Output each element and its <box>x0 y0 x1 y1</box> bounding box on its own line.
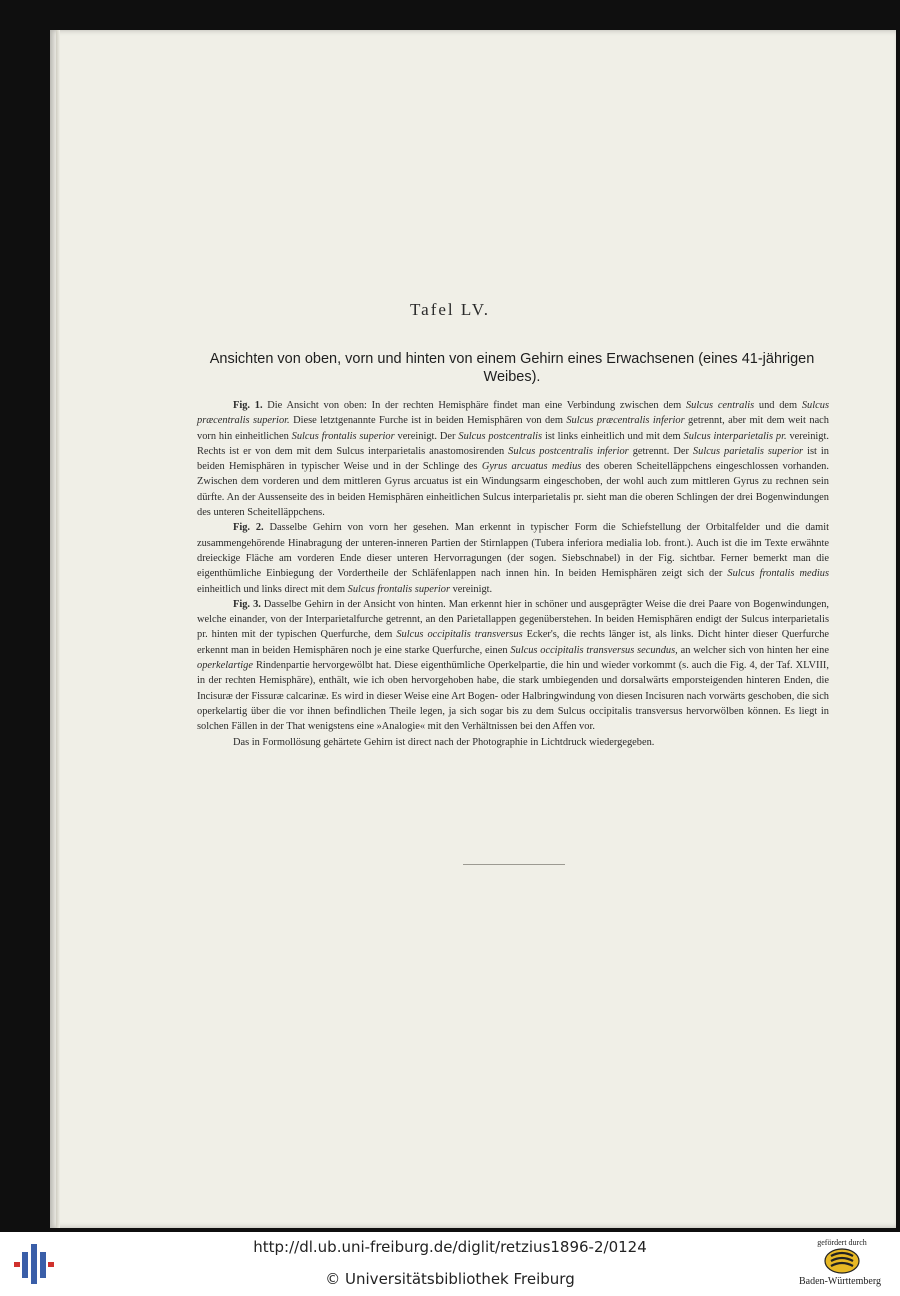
plate-title: Tafel LV. <box>409 300 491 319</box>
anatomical-term: Sulcus frontalis superior <box>347 583 451 595</box>
paragraph-fig-1 <box>197 398 829 520</box>
text-run: vereinigt. Der <box>394 430 459 442</box>
text-run: des oberen Scheitelläppchens eingeschlossen vorhanden. Zwischen dem vorderen und dem mittleren Gyrus arcuatus ist ein Windungsarm eingeschoben, der wohl auch zum mittleren Gyrus zu rechnen sein dürfte. An der Aussenseite des in beiden Hemisphären einheitlichen Sulcus interparietalis pr. sieht man die oberen Schlingen der drei Bogenwindungen des unteren Scheitelläppchens. <box>197 461 829 519</box>
text-run: ist links einheitlich und mit dem <box>542 430 684 442</box>
text-run: getrennt. Der <box>628 445 693 457</box>
figure-label: Fig. 1. <box>233 400 263 411</box>
text-run: Ecker's, die rechts länger ist, als links. Dicht hinter dieser Querfurche erkennt man in beiden Hemisphären noch je eine starke Querfurche, einen <box>197 629 829 656</box>
anatomical-term: operkelartige <box>197 660 253 672</box>
text-run: vereinigt. <box>450 583 493 595</box>
anatomical-term: Sulcus præcentralis superior. <box>197 400 829 427</box>
anatomical-term: Sulcus interparietalis pr. <box>683 430 787 442</box>
copyright-text: © Universitätsbibliothek Freiburg <box>325 1270 575 1288</box>
anatomical-term: Gyrus arcuatus medius <box>481 461 582 473</box>
text-run: Dasselbe Gehirn von vorn her gesehen. Man erkennt in typischer Form die Schiefstellung der Orbitalfelder und die damit zusammengehörende Hinabragung der unteren-inneren Partien der Stirnlappen (Tubera inferiora medialia lob. front.). Auch ist die im Texte erwähnte dreieckige Fläche am vorderen Ende dieser unteren Hervorragungen (der sogen. Siebschnabel) in der Fig. sichtbar. Ferner bemerkt man die eigenthümliche Einbiegung der Vordertheile der Schläfenlappen nach innen hin. In beiden Hemisphären zeigt sich der <box>197 522 830 580</box>
plate-description <box>197 398 829 750</box>
paragraph-fig-2 <box>197 520 829 596</box>
permalink-url[interactable]: http://dl.ub.uni-freiburg.de/diglit/retzius1896-2/0124 <box>253 1238 647 1256</box>
divider-rule <box>463 864 565 865</box>
anatomical-term: Sulcus frontalis medius <box>727 568 829 580</box>
anatomical-term: Sulcus occipitalis transversus <box>396 629 523 641</box>
figure-label: Fig. 2. <box>233 522 264 534</box>
paragraph-note <box>197 735 829 750</box>
text-run: Das in Formollösung gehärtete Gehirn ist direct nach der Photographie in Lichtdruck wiedergegeben. <box>233 736 655 748</box>
footer-bar <box>0 1232 900 1296</box>
text-run: einheitlich und links direct mit dem <box>197 583 348 595</box>
text-run: an welcher sich von hinten her eine <box>677 644 829 656</box>
text-run: Diese letztgenannte Furche ist in beiden Hemisphären von dem <box>289 415 567 427</box>
page-edge <box>56 30 60 1228</box>
anatomical-term: Sulcus præcentralis inferior <box>566 415 685 427</box>
sponsor-label: gefördert durch <box>817 1238 867 1247</box>
plate-heading: Ansichten von oben, vorn und hinten von einem Gehirn eines Erwachsenen (eines 41-jährigen Weibes). <box>209 351 815 385</box>
text-run: getrennt, aber mit dem weit nach vorn hin einheitlichen <box>197 415 829 442</box>
text-run: ist in beiden Hemisphären in typischer Weise und in der Schlinge des <box>197 445 829 473</box>
anatomical-term: Sulcus occipitalis transversus secundus, <box>510 644 678 656</box>
text-run: Die Ansicht von oben: In der rechten Hemisphäre findet man eine Verbindung zwischen dem <box>262 400 686 411</box>
paragraph-fig-3 <box>197 597 829 735</box>
anatomical-term: Sulcus centralis <box>685 400 755 411</box>
text-run: Dasselbe Gehirn in der Ansicht von hinten. Man erkennt hier in schöner und ausgeprägter Weise die drei Paare von Bogenwindungen, welche einander, von der Interparietalfurche getrennt, an den Parietallappen gegenüberstehen. In beiden Hemisphären endigt der Sulcus interparietalis pr. hinten mit der typischen Querfurche, dem <box>197 598 829 641</box>
anatomical-term: Sulcus postcentralis <box>458 430 543 442</box>
anatomical-term: Sulcus postcentralis inferior <box>508 445 629 457</box>
sponsor-name: Baden-Württemberg <box>798 1276 881 1287</box>
text-run: Rindenpartie hervorgewölbt hat. Diese eigenthümliche Operkelpartie, die hin und wieder vorkommt (s. auch die Fig. 4, der Taf. XLVIII, in der rechten Hemisphäre), enthält, wie ich oben hervorgehoben habe, die stark umbiegenden und dorsalwärts emporsteigenden hinteren Enden, die Incisuræ der Fissuræ calcarinæ. Es wird in dieser Weise eine Art Bogen- oder Halbringwindung von diesen Incisuren nach vorwärts geschoben, die sich operkelartig über die vor ihnen befindlichen Theile legen, ja sich sogar bis zu dem Sulcus occipitalis transversus hervorwölben können. Es liegt in solchen Fällen in der That wenigstens eine »Analogie« mit den Verhältnissen bei den Affen vor. <box>197 660 829 733</box>
figure-label: Fig. 3. <box>233 598 261 610</box>
anatomical-term: Sulcus parietalis superior <box>692 445 804 457</box>
text-run: vereinigt. Rechts ist er von dem mit dem Sulcus interparietalis anastomosirenden <box>197 430 829 457</box>
anatomical-term: Sulcus frontalis superior <box>291 430 395 442</box>
text-run: und dem <box>754 400 802 411</box>
baden-wuerttemberg-crest-icon <box>822 1247 862 1275</box>
